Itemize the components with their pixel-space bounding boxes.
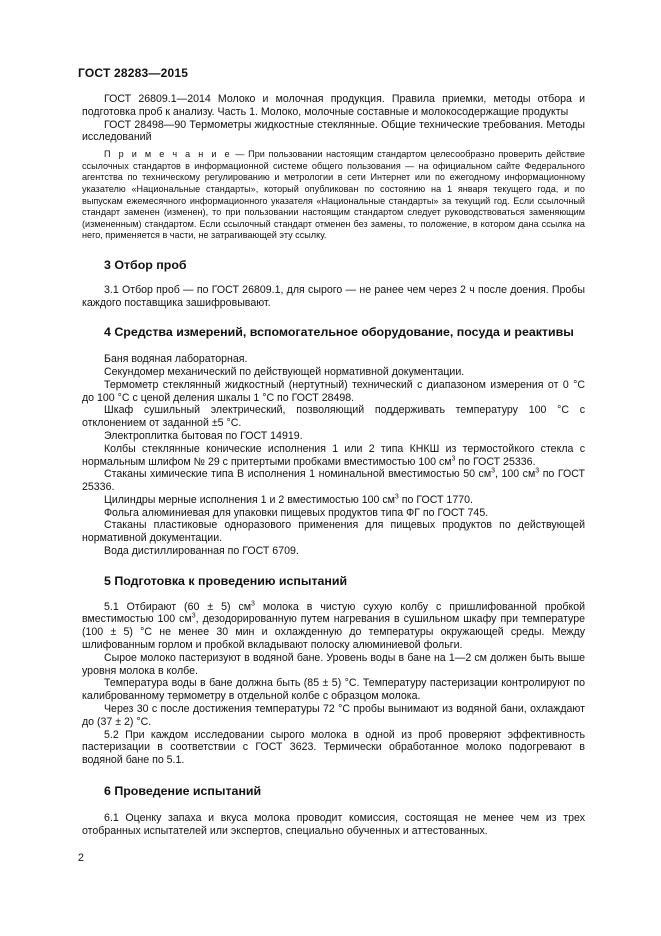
reference-item: ГОСТ 28498—90 Термометры жидкостные стеклянные. Общие технические требования. Методы исследований [82, 118, 585, 144]
equipment-item: Электроплитка бытовая по ГОСТ 14919. [104, 429, 303, 442]
paragraph: Через 30 с после достижения температуры 72 °С пробы вынимают из водяной бани, охлаждают до (37 ± 2) °С. [82, 703, 585, 728]
equipment-item: Фольга алюминиевая для упаковки пищевых продуктов типа ФГ по ГОСТ 745. [104, 506, 489, 519]
equipment-item: Баня водяная лабораторная. [104, 353, 248, 366]
paragraph: 3.1 Отбор проб — по ГОСТ 26809.1, для сырого — не ранее чем через 2 ч после доения. Пробы каждого поставщика зашифровывают. [82, 283, 585, 309]
paragraph: 5.2 При каждом исследовании сырого молока в одной из проб проверяют эффективность пастеризации в соответствии с ГОСТ 3623. Термически обработанное молоко подогревают в водяной бане по 5.1. [82, 728, 585, 767]
equipment-item: Вода дистиллированная по ГОСТ 6709. [104, 545, 299, 558]
note-label: П р и м е ч а н и е [104, 149, 232, 160]
document-header: ГОСТ 28283—2015 [78, 66, 189, 80]
equipment-item: Стаканы химические типа В исполнения 1 номинальной вместимостью 50 $см^3$, 100 $см^3$ по ГОСТ 25336. [82, 467, 585, 494]
note-text: — При пользовании настоящим стандартом целесообразно проверить действие ссылочных стандартов в информационной системе общего пользования — на официальном сайте Федерального агентства по техническому регулированию и метрологии в сети Интернет или по ежегодному информационному указателю «Национальные стандарты», который опубликован по состоянию на 1 января текущего года, и по выпускам ежемесячного информационного указателя «Национальные стандарты» за текущий год. Если ссылочный стандарт заменен (изменен), то при пользовании настоящим стандартом следует руководствоваться заменяющим (измененным) стандартом. Если ссылочный стандарт отменен без замены, то положение, в котором дана ссылка на него, применяется в части, не затрагивающей эту ссылку. [82, 149, 585, 241]
section-heading: 5 Подготовка к проведению испытаний [104, 573, 348, 588]
equipment-item: Стаканы пластиковые одноразового применения для пищевых продуктов по действующей нормативной документации. [82, 519, 585, 545]
equipment-item: Термометр стеклянный жидкостный (нертутный) технический с диапазоном измерения от 0 °С до 100 °С с ценой деления шкалы 1 °С по ГОСТ 28498. [82, 378, 585, 404]
page-number: 2 [78, 852, 84, 864]
paragraph: 6.1 Оценку запаха и вкуса молока проводит комиссия, состоящая не менее чем из трех отобранных испытателей или экспертов, специально обученных и аттестованных. [82, 811, 585, 837]
equipment-item: Секундомер механический по действующей нормативной документации. [104, 365, 465, 378]
paragraph: Температура воды в бане должна быть (85 ± 5) °С. Температуру пастеризации контролируют по калиброванному термометру в отдельной колбе с образцом молока. [82, 677, 585, 703]
section-heading: 6 Проведение испытаний [104, 784, 262, 799]
section-heading: 4 Средства измерений, вспомогательное оборудование, посуда и реактивы [104, 325, 574, 340]
reference-item: ГОСТ 26809.1—2014 Молоко и молочная продукция. Правила приемки, методы отбора и подготовка проб к анализу. Часть 1. Молоко, молочные составные и молокосодержащие продукты [82, 93, 585, 118]
equipment-item: Цилиндры мерные исполнения 1 и 2 вместимостью 100 $см^3$ по ГОСТ 1770. [104, 493, 473, 506]
equipment-item: Шкаф сушильный электрический, позволяющий поддерживать температуру 100 °С с отклонением от заданной ±5 °С. [82, 404, 585, 430]
paragraph: Сырое молоко пастеризуют в водяной бане. Уровень воды в бане на 1—2 см должен быть выше уровня молока в колбе. [82, 651, 585, 677]
document-body [82, 93, 585, 837]
equipment-item: Колбы стеклянные конические исполнения 1 или 2 типа КНКШ из термостойкого стекла с нормальным шлифом № 29 с притертыми пробками вместимостью 100 $см^3$ по ГОСТ 25336. [82, 442, 585, 468]
note-paragraph [82, 149, 585, 242]
paragraph: 5.1 Отбирают (60 ± 5) $см^3$ молока в чистую сухую колбу с пришлифованной пробкой вместимостью 100 $см^3$, дезодорированную путем нагревания в сушильном шкафу при температуре (100 ± 5) °С не менее 30 мин и охлажденную до температуры окружающей среды. Между шлифованным горлом и пробкой вкладывают полоску алюминиевой фольги. [82, 600, 586, 652]
section-heading: 3 Отбор проб [104, 257, 187, 272]
